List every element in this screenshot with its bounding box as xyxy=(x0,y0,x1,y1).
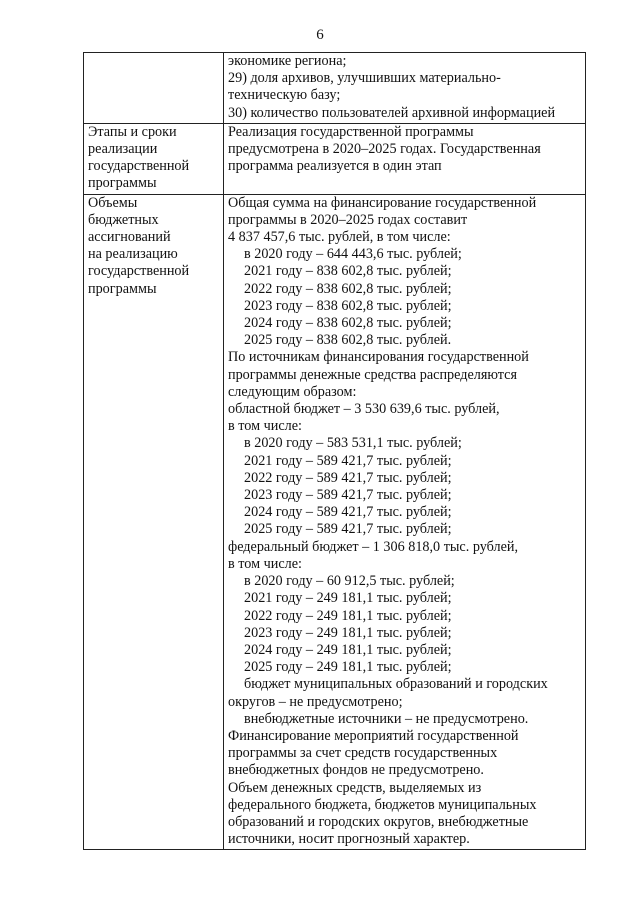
funding-text-line: в том числе: xyxy=(228,555,302,572)
funding-text-line: 2024 году – 249 181,1 тыс. рублей; xyxy=(244,641,452,658)
funding-text-line: 2022 году – 838 602,8 тыс. рублей; xyxy=(244,280,452,297)
funding-text-line: бюджет муниципальных образований и городских xyxy=(244,676,548,693)
table-row xyxy=(84,194,586,850)
funding-text-line: в 2020 году – 583 531,1 тыс. рублей; xyxy=(244,435,462,452)
funding-text-line: 2021 году – 838 602,8 тыс. рублей; xyxy=(244,263,452,280)
text-line: техническую базу; xyxy=(228,87,341,104)
text-line: предусмотрена в 2020–2025 годах. Государственная xyxy=(228,141,541,158)
funding-text-line: 2023 году – 589 421,7 тыс. рублей; xyxy=(244,487,452,504)
funding-text-line: Общая сумма на финансирование государственной xyxy=(228,194,537,211)
text-line: программа реализуется в один этап xyxy=(228,158,442,175)
funding-text-line: Объем денежных средств, выделяемых из xyxy=(228,779,482,796)
funding-text-line: 4 837 457,6 тыс. рублей, в том числе: xyxy=(228,229,451,246)
row-label-cell xyxy=(84,53,224,124)
table-row xyxy=(84,53,586,124)
funding-text-line: 2024 году – 589 421,7 тыс. рублей; xyxy=(244,504,452,521)
funding-text-line: следующим образом: xyxy=(228,383,357,400)
row-content-cell xyxy=(224,123,586,194)
row-content-cell xyxy=(224,194,586,850)
table-row xyxy=(84,123,586,194)
funding-text-line: 2025 году – 249 181,1 тыс. рублей; xyxy=(244,659,452,676)
text-line: Реализация государственной программы xyxy=(228,123,474,140)
funding-text-line: 2023 году – 249 181,1 тыс. рублей; xyxy=(244,624,452,641)
funding-text-line: 2022 году – 589 421,7 тыс. рублей; xyxy=(244,469,452,486)
text-line: экономике региона; xyxy=(228,53,347,69)
row-content-cell xyxy=(224,53,586,124)
funding-text-line: 2021 году – 249 181,1 тыс. рублей; xyxy=(244,590,452,607)
funding-text-line: 2021 году – 589 421,7 тыс. рублей; xyxy=(244,452,452,469)
label-line: программы xyxy=(88,175,157,192)
funding-text-line: 2024 году – 838 602,8 тыс. рублей; xyxy=(244,315,452,332)
funding-text-line: областной бюджет – 3 530 639,6 тыс. рублей, xyxy=(228,401,500,418)
label-line: государственной xyxy=(88,263,190,280)
funding-text-line: округов – не предусмотрено; xyxy=(228,693,403,710)
funding-text-line: Финансирование мероприятий государственной xyxy=(228,727,519,744)
label-line: программы xyxy=(88,280,157,297)
funding-text-line: внебюджетных фондов не предусмотрено. xyxy=(228,762,484,779)
funding-text-line: в том числе: xyxy=(228,418,302,435)
funding-text-line: программы в 2020–2025 годах составит xyxy=(228,211,468,228)
funding-text-line: в 2020 году – 60 912,5 тыс. рублей; xyxy=(244,573,455,590)
funding-text-line: федерального бюджета, бюджетов муниципальных xyxy=(228,796,537,813)
funding-text-line: программы за счет средств государственных xyxy=(228,745,498,762)
funding-text-line: федеральный бюджет – 1 306 818,0 тыс. рублей, xyxy=(228,538,519,555)
funding-text-line: 2025 году – 838 602,8 тыс. рублей. xyxy=(244,332,452,349)
label-line: реализации xyxy=(88,141,158,158)
funding-text-line: По источникам финансирования государственной xyxy=(228,349,529,366)
funding-text-line: 2022 году – 249 181,1 тыс. рублей; xyxy=(244,607,452,624)
label-line: Этапы и сроки xyxy=(88,123,177,140)
text-line: 30) количество пользователей архивной информацией xyxy=(228,104,556,121)
page-number: 6 xyxy=(316,27,324,43)
label-line: на реализацию xyxy=(88,246,178,263)
funding-text-line: программы денежные средства распределяются xyxy=(228,366,517,383)
funding-text-line: источники, носит прогнозный характер. xyxy=(228,831,470,848)
label-line: ассигнований xyxy=(88,229,171,246)
funding-text-line: в 2020 году – 644 443,6 тыс. рублей; xyxy=(244,246,462,263)
row-label-cell xyxy=(84,123,224,194)
funding-text-line: 2023 году – 838 602,8 тыс. рублей; xyxy=(244,297,452,314)
label-line: государственной xyxy=(88,158,190,175)
label-line: Объемы xyxy=(88,194,138,211)
text-line: 29) доля архивов, улучшивших материально- xyxy=(228,70,501,87)
label-line: бюджетных xyxy=(88,211,159,228)
funding-text-line: 2025 году – 589 421,7 тыс. рублей; xyxy=(244,521,452,538)
funding-text-line: образований и городских округов, внебюджетные xyxy=(228,813,529,830)
funding-text-line: внебюджетные источники – не предусмотрено. xyxy=(244,710,529,727)
row-label-cell xyxy=(84,194,224,850)
program-passport-table xyxy=(83,52,586,850)
